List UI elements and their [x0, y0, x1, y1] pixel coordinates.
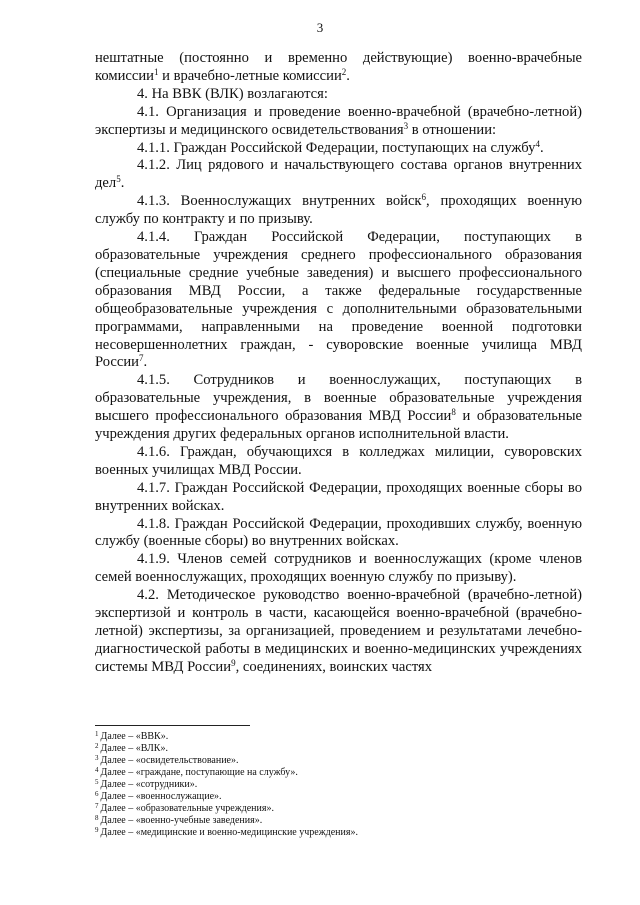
paragraph	[95, 157, 582, 193]
paragraph-text: 4.1.3. Военнослужащих внутренних войск	[137, 193, 422, 210]
footnote	[95, 803, 582, 815]
paragraph	[95, 229, 582, 372]
footnote-number: 2	[95, 742, 99, 750]
footnote	[95, 791, 582, 803]
footnote-ref: 6	[421, 192, 427, 203]
paragraph	[95, 50, 582, 86]
footnote-number: 9	[95, 826, 99, 834]
paragraph	[95, 86, 582, 104]
footnote-ref: 7	[139, 353, 144, 364]
paragraph-text: 4.2. Методическое руководство военно-врачебной (врачебно-летной) экспертизой и контроль в части, касающейся военно-врачебной (врачебно-летной) экспертизы, за организацией, проведением и результатами лечебно-диагностической работы в медицинских и военно-медицинских учреждениях системы МВД России	[95, 587, 582, 675]
footnote	[95, 815, 582, 827]
footnote-text: Далее – «освидетельствование».	[100, 755, 239, 766]
footnote	[95, 731, 582, 743]
footnote-text: Далее – «ВВК».	[100, 731, 169, 742]
paragraph-text: , проходящих военную службу по контракту и по призыву.	[95, 193, 582, 228]
paragraph-text: 4.1.7. Граждан Российской Федерации, проходящих военные сборы во внутренних войсках.	[95, 479, 582, 514]
paragraph	[95, 193, 582, 229]
paragraph-text: в отношении:	[408, 121, 497, 138]
paragraph-text: 4.1.9. Членов семей сотрудников и военнослужащих (кроме членов семей военнослужащих, проходящих военную службу по призыву).	[95, 551, 582, 586]
footnote	[95, 767, 582, 779]
footnote-number: 1	[95, 730, 99, 738]
paragraph-text: 4.1.4. Граждан Российской Федерации, поступающих в образовательные учреждения среднего профессионального образования (специальные средние учебные заведения) и высшего профессионального образования МВД России, а также федеральные государственные общеобразовательные учреждения с дополнительными образовательными программами, направленными на проведение военной подготовки несовершеннолетних граждан, - суворовские военные училища МВД России	[95, 229, 582, 371]
footnote	[95, 827, 582, 839]
paragraph-text: , соединениях, воинских частях	[235, 658, 433, 675]
footnote-ref: 8	[451, 407, 456, 418]
paragraph-text: 4.1.5. Сотрудников и военнослужащих, поступающих в образовательные учреждения, в военные образовательные учреждения высшего профессионального образования МВД России	[95, 372, 582, 425]
footnote-ref: 4	[535, 138, 540, 149]
paragraph	[95, 551, 582, 587]
paragraph	[95, 372, 582, 444]
footnote-number: 3	[95, 754, 99, 762]
footnote	[95, 779, 582, 791]
paragraph-text: 4.1.1. Граждан Российской Федерации, поступающих на службу	[137, 139, 536, 156]
footnote-ref: 3	[403, 120, 409, 131]
body-text	[95, 50, 582, 677]
paragraph-text: .	[120, 175, 125, 192]
footnote	[95, 755, 582, 767]
footnote-ref: 2	[341, 66, 347, 77]
paragraph-text: 4.1.6. Граждан, обучающихся в колледжах милиции, суворовских военных училищах МВД России.	[95, 443, 582, 478]
paragraph	[95, 104, 582, 140]
footnote-text: Далее – «ВЛК».	[100, 743, 168, 754]
paragraph-text: нештатные (постоянно и временно действующие) военно-врачебные комиссии	[95, 50, 582, 84]
footnote-text: Далее – «военно-учебные заведения».	[100, 815, 263, 826]
footnote-number: 4	[95, 766, 99, 774]
footnote-number: 7	[95, 802, 99, 810]
footnote-ref: 9	[231, 657, 236, 668]
paragraph-text: и образовательные учреждения других федеральных органов исполнительной власти.	[95, 408, 583, 443]
footnotes	[95, 731, 582, 839]
paragraph-text: 4.1.2. Лиц рядового и начальствующего состава органов внутренних дел	[95, 157, 582, 192]
paragraph	[95, 516, 582, 552]
footnote-text: Далее – «военнослужащие».	[100, 791, 222, 802]
footnote-text: Далее – «образовательные учреждения».	[100, 803, 274, 814]
paragraph	[95, 140, 582, 158]
footnote-divider	[95, 725, 250, 726]
footnote-ref: 5	[116, 174, 121, 185]
paragraph-text: 4. На ВВК (ВЛК) возлагаются:	[137, 85, 328, 102]
footnote-ref: 1	[154, 66, 159, 77]
page-number: 3	[316, 20, 324, 35]
paragraph-text: .	[346, 67, 350, 84]
footnote-text: Далее – «граждане, поступающие на службу».	[100, 767, 298, 778]
paragraph-text: и врачебно-летные комиссии	[158, 67, 342, 84]
paragraph	[95, 587, 582, 677]
paragraph-text: .	[539, 139, 544, 156]
footnote-number: 8	[95, 814, 99, 822]
paragraph	[95, 444, 582, 480]
footnote	[95, 743, 582, 755]
footnote-number: 6	[95, 790, 99, 798]
footnote-number: 5	[95, 778, 99, 786]
paragraph-text: 4.1.8. Граждан Российской Федерации, проходивших службу, военную службу (военные сборы) во внутренних войсках.	[95, 515, 582, 550]
footnote-text: Далее – «медицинские и военно-медицинские учреждения».	[100, 827, 358, 838]
paragraph-text: 4.1. Организация и проведение военно-врачебной (врачебно-летной) экспертизы и медицинского освидетельствования	[95, 103, 582, 138]
paragraph	[95, 480, 582, 516]
footnote-text: Далее – «сотрудники».	[100, 779, 198, 790]
paragraph-text: .	[143, 354, 148, 371]
